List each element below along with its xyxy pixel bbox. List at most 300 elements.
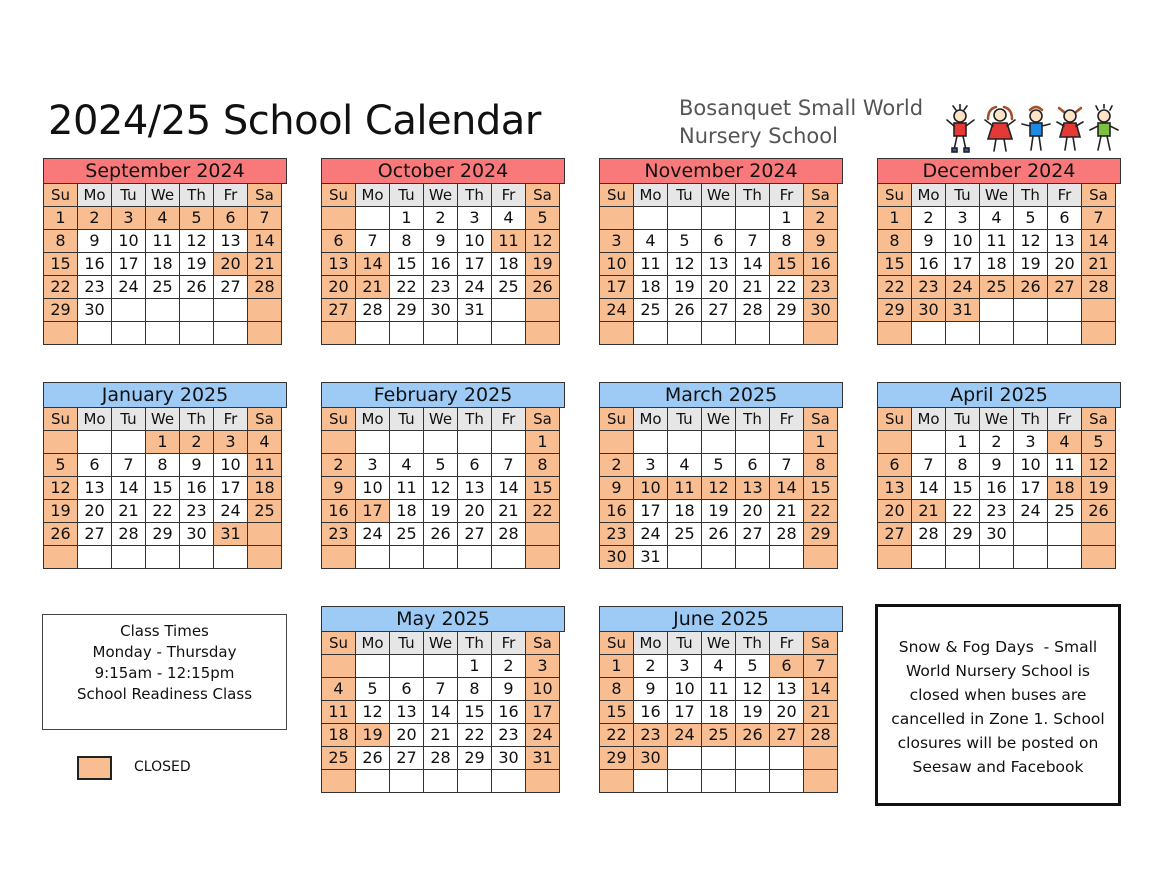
weekday-label: Fr: [214, 184, 248, 207]
day-cell: 15: [390, 253, 424, 276]
weekday-label: We: [424, 184, 458, 207]
day-cell: 4: [1048, 431, 1082, 454]
day-cell: [1082, 322, 1116, 345]
day-cell: [736, 322, 770, 345]
day-cell: 28: [1082, 276, 1116, 299]
weekday-label: Tu: [668, 408, 702, 431]
day-cell: 19: [1014, 253, 1048, 276]
day-cell: [878, 546, 912, 569]
day-cell: [214, 546, 248, 569]
day-cell: 10: [668, 678, 702, 701]
day-cell: 12: [1082, 454, 1116, 477]
day-cell: 14: [736, 253, 770, 276]
month-title: January 2025: [43, 382, 287, 408]
day-cell: 27: [458, 523, 492, 546]
day-cell: 21: [736, 276, 770, 299]
class-times-box: [42, 614, 287, 730]
day-cell: [1014, 299, 1048, 322]
day-cell: 29: [390, 299, 424, 322]
month-grid: [321, 631, 560, 793]
day-cell: 23: [634, 724, 668, 747]
day-cell: 31: [526, 747, 560, 770]
day-cell: 12: [180, 230, 214, 253]
day-cell: 13: [736, 477, 770, 500]
day-cell: 9: [424, 230, 458, 253]
day-cell: 22: [946, 500, 980, 523]
day-cell: 13: [878, 477, 912, 500]
month-title: May 2025: [321, 606, 565, 632]
day-cell: [180, 322, 214, 345]
closed-legend-swatch: [77, 756, 112, 780]
month-calendar: [877, 382, 1121, 582]
day-cell: 9: [804, 230, 838, 253]
day-cell: 8: [146, 454, 180, 477]
day-cell: 15: [878, 253, 912, 276]
day-cell: 27: [702, 299, 736, 322]
day-cell: [736, 546, 770, 569]
day-cell: 7: [492, 454, 526, 477]
day-cell: [1048, 299, 1082, 322]
day-cell: 16: [912, 253, 946, 276]
day-cell: [980, 546, 1014, 569]
day-cell: 16: [180, 477, 214, 500]
day-cell: 22: [458, 724, 492, 747]
day-cell: 10: [526, 678, 560, 701]
weekday-label: Mo: [78, 408, 112, 431]
day-cell: 14: [1082, 230, 1116, 253]
day-cell: [322, 770, 356, 793]
day-cell: 18: [492, 253, 526, 276]
day-cell: 2: [492, 655, 526, 678]
day-cell: 21: [912, 500, 946, 523]
weekday-label: Th: [1014, 408, 1048, 431]
day-cell: [424, 322, 458, 345]
day-cell: [1048, 546, 1082, 569]
day-cell: [112, 322, 146, 345]
day-cell: 10: [600, 253, 634, 276]
day-cell: 2: [634, 655, 668, 678]
day-cell: [770, 770, 804, 793]
day-cell: 20: [878, 500, 912, 523]
day-cell: [804, 322, 838, 345]
month-calendar: [599, 158, 843, 358]
day-cell: 1: [804, 431, 838, 454]
day-cell: 6: [214, 207, 248, 230]
day-cell: 27: [770, 724, 804, 747]
day-cell: 17: [634, 500, 668, 523]
day-cell: 7: [112, 454, 146, 477]
month-calendar: [321, 158, 565, 358]
month-grid: [43, 407, 282, 569]
day-cell: 2: [804, 207, 838, 230]
weekday-label: Th: [458, 632, 492, 655]
weekday-label: Su: [600, 408, 634, 431]
day-cell: 4: [702, 655, 736, 678]
day-cell: [390, 322, 424, 345]
snow-notice-line-4: cancelled in Zone 1. School: [891, 710, 1105, 728]
day-cell: 14: [356, 253, 390, 276]
day-cell: 31: [458, 299, 492, 322]
day-cell: 19: [424, 500, 458, 523]
weekday-label: Su: [600, 184, 634, 207]
day-cell: 10: [634, 477, 668, 500]
day-cell: [1048, 322, 1082, 345]
day-cell: 24: [600, 299, 634, 322]
day-cell: [702, 770, 736, 793]
day-cell: [600, 431, 634, 454]
day-cell: 8: [526, 454, 560, 477]
day-cell: 31: [634, 546, 668, 569]
month-title: February 2025: [321, 382, 565, 408]
day-cell: 3: [458, 207, 492, 230]
class-times-days: Monday - Thursday: [92, 643, 237, 661]
day-cell: [736, 747, 770, 770]
day-cell: 10: [946, 230, 980, 253]
day-cell: 13: [702, 253, 736, 276]
day-cell: 30: [424, 299, 458, 322]
month-title: March 2025: [599, 382, 843, 408]
weekday-label: Mo: [912, 408, 946, 431]
day-cell: 5: [424, 454, 458, 477]
day-cell: [668, 207, 702, 230]
day-cell: [634, 431, 668, 454]
day-cell: 4: [668, 454, 702, 477]
weekday-label: Fr: [770, 632, 804, 655]
day-cell: 28: [912, 523, 946, 546]
day-cell: [492, 322, 526, 345]
day-cell: 22: [390, 276, 424, 299]
day-cell: 4: [492, 207, 526, 230]
class-times-heading: Class Times: [120, 622, 209, 640]
day-cell: 18: [980, 253, 1014, 276]
weekday-label: Sa: [248, 184, 282, 207]
day-cell: 1: [458, 655, 492, 678]
month-calendar: [599, 382, 843, 582]
day-cell: 19: [736, 701, 770, 724]
day-cell: [356, 431, 390, 454]
day-cell: 17: [356, 500, 390, 523]
page-title: 2024/25 School Calendar: [48, 98, 541, 144]
day-cell: 6: [702, 230, 736, 253]
day-cell: [736, 431, 770, 454]
day-cell: [248, 322, 282, 345]
day-cell: 17: [946, 253, 980, 276]
day-cell: 24: [1014, 500, 1048, 523]
weekday-label: Fr: [770, 408, 804, 431]
day-cell: 17: [600, 276, 634, 299]
day-cell: [668, 770, 702, 793]
weekday-label: Sa: [804, 408, 838, 431]
weekday-label: Sa: [526, 408, 560, 431]
snow-notice-line-3: closed when buses are: [909, 686, 1087, 704]
day-cell: 1: [600, 655, 634, 678]
day-cell: [214, 322, 248, 345]
month-calendar: [43, 382, 287, 582]
weekday-label: Su: [878, 408, 912, 431]
day-cell: 8: [458, 678, 492, 701]
day-cell: [980, 299, 1014, 322]
day-cell: 12: [44, 477, 78, 500]
day-cell: [424, 431, 458, 454]
day-cell: 14: [424, 701, 458, 724]
day-cell: 19: [1082, 477, 1116, 500]
day-cell: 25: [146, 276, 180, 299]
day-cell: [112, 299, 146, 322]
day-cell: [78, 322, 112, 345]
day-cell: 18: [634, 276, 668, 299]
day-cell: 2: [424, 207, 458, 230]
day-cell: 18: [702, 701, 736, 724]
month-title: June 2025: [599, 606, 843, 632]
weekday-label: We: [424, 632, 458, 655]
day-cell: [912, 431, 946, 454]
day-cell: 7: [770, 454, 804, 477]
day-cell: 4: [248, 431, 282, 454]
day-cell: [248, 299, 282, 322]
day-cell: 11: [146, 230, 180, 253]
day-cell: 29: [458, 747, 492, 770]
day-cell: 11: [668, 477, 702, 500]
day-cell: 5: [180, 207, 214, 230]
day-cell: [322, 322, 356, 345]
day-cell: 21: [804, 701, 838, 724]
month-title: December 2024: [877, 158, 1121, 184]
day-cell: 13: [1048, 230, 1082, 253]
day-cell: 23: [804, 276, 838, 299]
day-cell: 19: [526, 253, 560, 276]
weekday-label: Sa: [804, 632, 838, 655]
day-cell: 8: [44, 230, 78, 253]
day-cell: 25: [1048, 500, 1082, 523]
day-cell: [44, 546, 78, 569]
day-cell: [770, 546, 804, 569]
day-cell: 8: [946, 454, 980, 477]
day-cell: 26: [736, 724, 770, 747]
month-calendar: [599, 606, 843, 806]
day-cell: 16: [424, 253, 458, 276]
weekday-label: Tu: [946, 184, 980, 207]
day-cell: [1014, 322, 1048, 345]
day-cell: [44, 322, 78, 345]
day-cell: 28: [736, 299, 770, 322]
day-cell: 14: [248, 230, 282, 253]
day-cell: 14: [770, 477, 804, 500]
day-cell: 23: [180, 500, 214, 523]
day-cell: 21: [248, 253, 282, 276]
weekday-label: Mo: [634, 632, 668, 655]
month-grid: [321, 183, 560, 345]
day-cell: 15: [600, 701, 634, 724]
day-cell: 30: [634, 747, 668, 770]
day-cell: 3: [1014, 431, 1048, 454]
day-cell: [214, 299, 248, 322]
day-cell: 20: [1048, 253, 1082, 276]
day-cell: 6: [390, 678, 424, 701]
day-cell: 5: [736, 655, 770, 678]
month-grid: [599, 183, 838, 345]
day-cell: 17: [458, 253, 492, 276]
day-cell: [946, 546, 980, 569]
weekday-label: Tu: [668, 632, 702, 655]
day-cell: 20: [214, 253, 248, 276]
day-cell: [668, 546, 702, 569]
day-cell: 31: [214, 523, 248, 546]
day-cell: 9: [180, 454, 214, 477]
day-cell: [668, 322, 702, 345]
day-cell: 23: [424, 276, 458, 299]
day-cell: 13: [214, 230, 248, 253]
day-cell: [356, 322, 390, 345]
day-cell: 22: [804, 500, 838, 523]
day-cell: 24: [458, 276, 492, 299]
day-cell: 16: [492, 701, 526, 724]
day-cell: 28: [356, 299, 390, 322]
day-cell: 23: [980, 500, 1014, 523]
day-cell: 11: [980, 230, 1014, 253]
day-cell: [44, 431, 78, 454]
month-calendar: [321, 606, 565, 806]
day-cell: [356, 546, 390, 569]
day-cell: 12: [526, 230, 560, 253]
day-cell: 19: [180, 253, 214, 276]
weekday-label: Su: [44, 184, 78, 207]
day-cell: [356, 207, 390, 230]
day-cell: 20: [458, 500, 492, 523]
weekday-label: Mo: [634, 184, 668, 207]
day-cell: 18: [248, 477, 282, 500]
day-cell: [322, 546, 356, 569]
day-cell: [146, 322, 180, 345]
weekday-label: We: [702, 632, 736, 655]
class-times-hours: 9:15am - 12:15pm: [94, 664, 235, 682]
day-cell: 14: [112, 477, 146, 500]
day-cell: 22: [146, 500, 180, 523]
weekday-label: Mo: [78, 184, 112, 207]
day-cell: 11: [248, 454, 282, 477]
day-cell: 4: [980, 207, 1014, 230]
day-cell: 22: [770, 276, 804, 299]
class-times-program: School Readiness Class: [76, 685, 253, 703]
weekday-label: Th: [180, 408, 214, 431]
day-cell: 3: [112, 207, 146, 230]
day-cell: [526, 546, 560, 569]
day-cell: 7: [736, 230, 770, 253]
day-cell: 7: [804, 655, 838, 678]
day-cell: [600, 207, 634, 230]
day-cell: 26: [526, 276, 560, 299]
weekday-label: We: [146, 408, 180, 431]
day-cell: 19: [702, 500, 736, 523]
day-cell: 3: [946, 207, 980, 230]
weekday-label: We: [702, 408, 736, 431]
day-cell: [878, 322, 912, 345]
day-cell: 24: [668, 724, 702, 747]
day-cell: 26: [44, 523, 78, 546]
day-cell: 24: [946, 276, 980, 299]
day-cell: [668, 431, 702, 454]
weekday-label: Th: [180, 184, 214, 207]
day-cell: 1: [526, 431, 560, 454]
day-cell: 10: [1014, 454, 1048, 477]
weekday-label: Sa: [804, 184, 838, 207]
day-cell: 16: [634, 701, 668, 724]
snow-notice-line-6: Seesaw and Facebook: [912, 758, 1084, 776]
day-cell: 24: [356, 523, 390, 546]
weekday-label: Fr: [492, 408, 526, 431]
day-cell: 6: [1048, 207, 1082, 230]
day-cell: 7: [912, 454, 946, 477]
day-cell: 28: [248, 276, 282, 299]
day-cell: 8: [804, 454, 838, 477]
day-cell: [356, 655, 390, 678]
weekday-label: Fr: [492, 184, 526, 207]
day-cell: 26: [424, 523, 458, 546]
day-cell: 20: [770, 701, 804, 724]
day-cell: 23: [322, 523, 356, 546]
day-cell: 28: [112, 523, 146, 546]
day-cell: 11: [1048, 454, 1082, 477]
day-cell: 9: [322, 477, 356, 500]
day-cell: [146, 299, 180, 322]
day-cell: 25: [248, 500, 282, 523]
day-cell: [1048, 523, 1082, 546]
day-cell: [702, 207, 736, 230]
day-cell: 9: [980, 454, 1014, 477]
day-cell: 19: [668, 276, 702, 299]
weekday-label: Tu: [390, 632, 424, 655]
day-cell: [526, 523, 560, 546]
day-cell: 11: [390, 477, 424, 500]
weekday-label: Mo: [356, 184, 390, 207]
day-cell: 6: [770, 655, 804, 678]
day-cell: 1: [44, 207, 78, 230]
day-cell: 16: [804, 253, 838, 276]
day-cell: 20: [736, 500, 770, 523]
weekday-label: Mo: [634, 408, 668, 431]
snow-notice-line-2: World Nursery School is: [906, 662, 1090, 680]
month-title: November 2024: [599, 158, 843, 184]
day-cell: 25: [390, 523, 424, 546]
day-cell: 2: [322, 454, 356, 477]
day-cell: 21: [492, 500, 526, 523]
day-cell: [424, 770, 458, 793]
day-cell: [770, 431, 804, 454]
day-cell: 10: [112, 230, 146, 253]
day-cell: 5: [1014, 207, 1048, 230]
day-cell: [634, 770, 668, 793]
weekday-label: Mo: [356, 632, 390, 655]
weekday-label: Tu: [112, 408, 146, 431]
day-cell: 5: [44, 454, 78, 477]
day-cell: 12: [1014, 230, 1048, 253]
day-cell: [112, 431, 146, 454]
day-cell: 26: [180, 276, 214, 299]
month-grid: [321, 407, 560, 569]
day-cell: [78, 431, 112, 454]
day-cell: [78, 546, 112, 569]
day-cell: [458, 322, 492, 345]
day-cell: [146, 546, 180, 569]
day-cell: 27: [878, 523, 912, 546]
day-cell: 15: [146, 477, 180, 500]
day-cell: 5: [356, 678, 390, 701]
day-cell: 12: [702, 477, 736, 500]
school-name-line-1: Bosanquet Small World: [679, 96, 924, 120]
weekday-label: Th: [458, 408, 492, 431]
day-cell: [1082, 523, 1116, 546]
day-cell: [634, 322, 668, 345]
day-cell: 11: [492, 230, 526, 253]
